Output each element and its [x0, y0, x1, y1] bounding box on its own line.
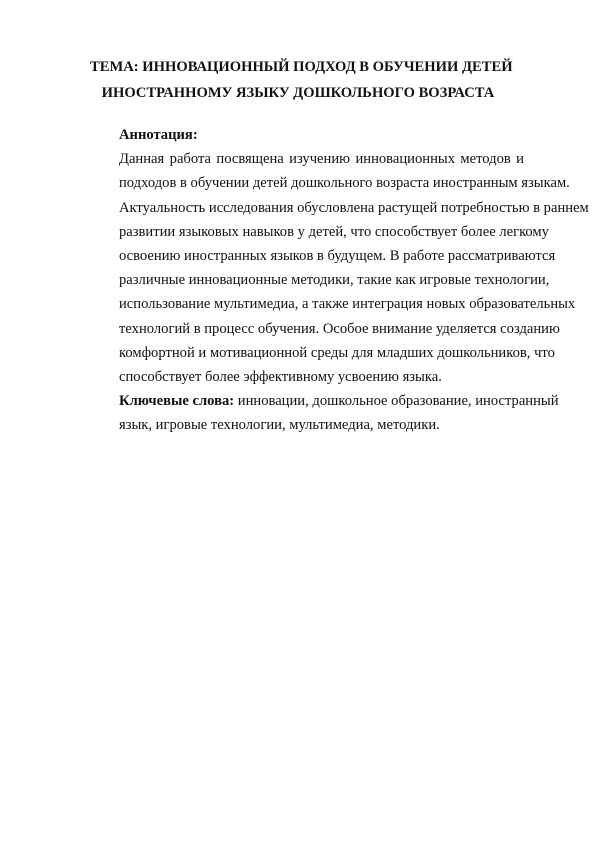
title-line-2: ИНОСТРАННОМУ ЯЗЫКУ ДОШКОЛЬНОГО ВОЗРАСТА	[101, 85, 495, 101]
annotation-line: подходов в обучении детей дошкольного возраста иностранным языкам.	[119, 175, 570, 192]
annotation-line: развитии языковых навыков у детей, что способствует более легкому	[119, 223, 549, 240]
keywords-line: язык, игровые технологии, мультимедиа, методики.	[119, 417, 440, 434]
document-title	[90, 54, 513, 106]
title-line-1: ТЕМА: ИННОВАЦИОННЫЙ ПОДХОД В ОБУЧЕНИИ ДЕТЕЙ	[90, 59, 513, 75]
annotation-line: различные инновационные методики, такие как игровые технологии,	[119, 272, 550, 289]
annotation-line: технологий в процесс обучения. Особое внимание уделяется созданию	[119, 320, 560, 337]
keywords-line	[72, 389, 559, 413]
keywords-text: инновации, дошкольное образование, иностранный	[237, 393, 559, 410]
keywords-label: Ключевые слова:	[119, 393, 235, 410]
annotation-line: комфортной и мотивационной среды для младших дошкольников, что	[119, 344, 555, 361]
annotation-line: освоению иностранных языков в будущем. В работе рассматриваются	[119, 248, 556, 265]
keywords-paragraph	[72, 389, 559, 437]
annotation-line: Данная работа посвящена изучению инновационных методов и	[119, 151, 524, 168]
annotation-line: способствует более эффективному усвоению языка.	[119, 369, 442, 386]
annotation-paragraph	[72, 147, 589, 389]
annotation-line: Актуальность исследования обусловлена растущей потребностью в раннем	[119, 199, 589, 216]
annotation-heading: Аннотация:	[119, 127, 198, 143]
annotation-line: использование мультимедиа, а также интеграция новых образовательных	[119, 296, 576, 313]
document-body	[72, 123, 589, 438]
